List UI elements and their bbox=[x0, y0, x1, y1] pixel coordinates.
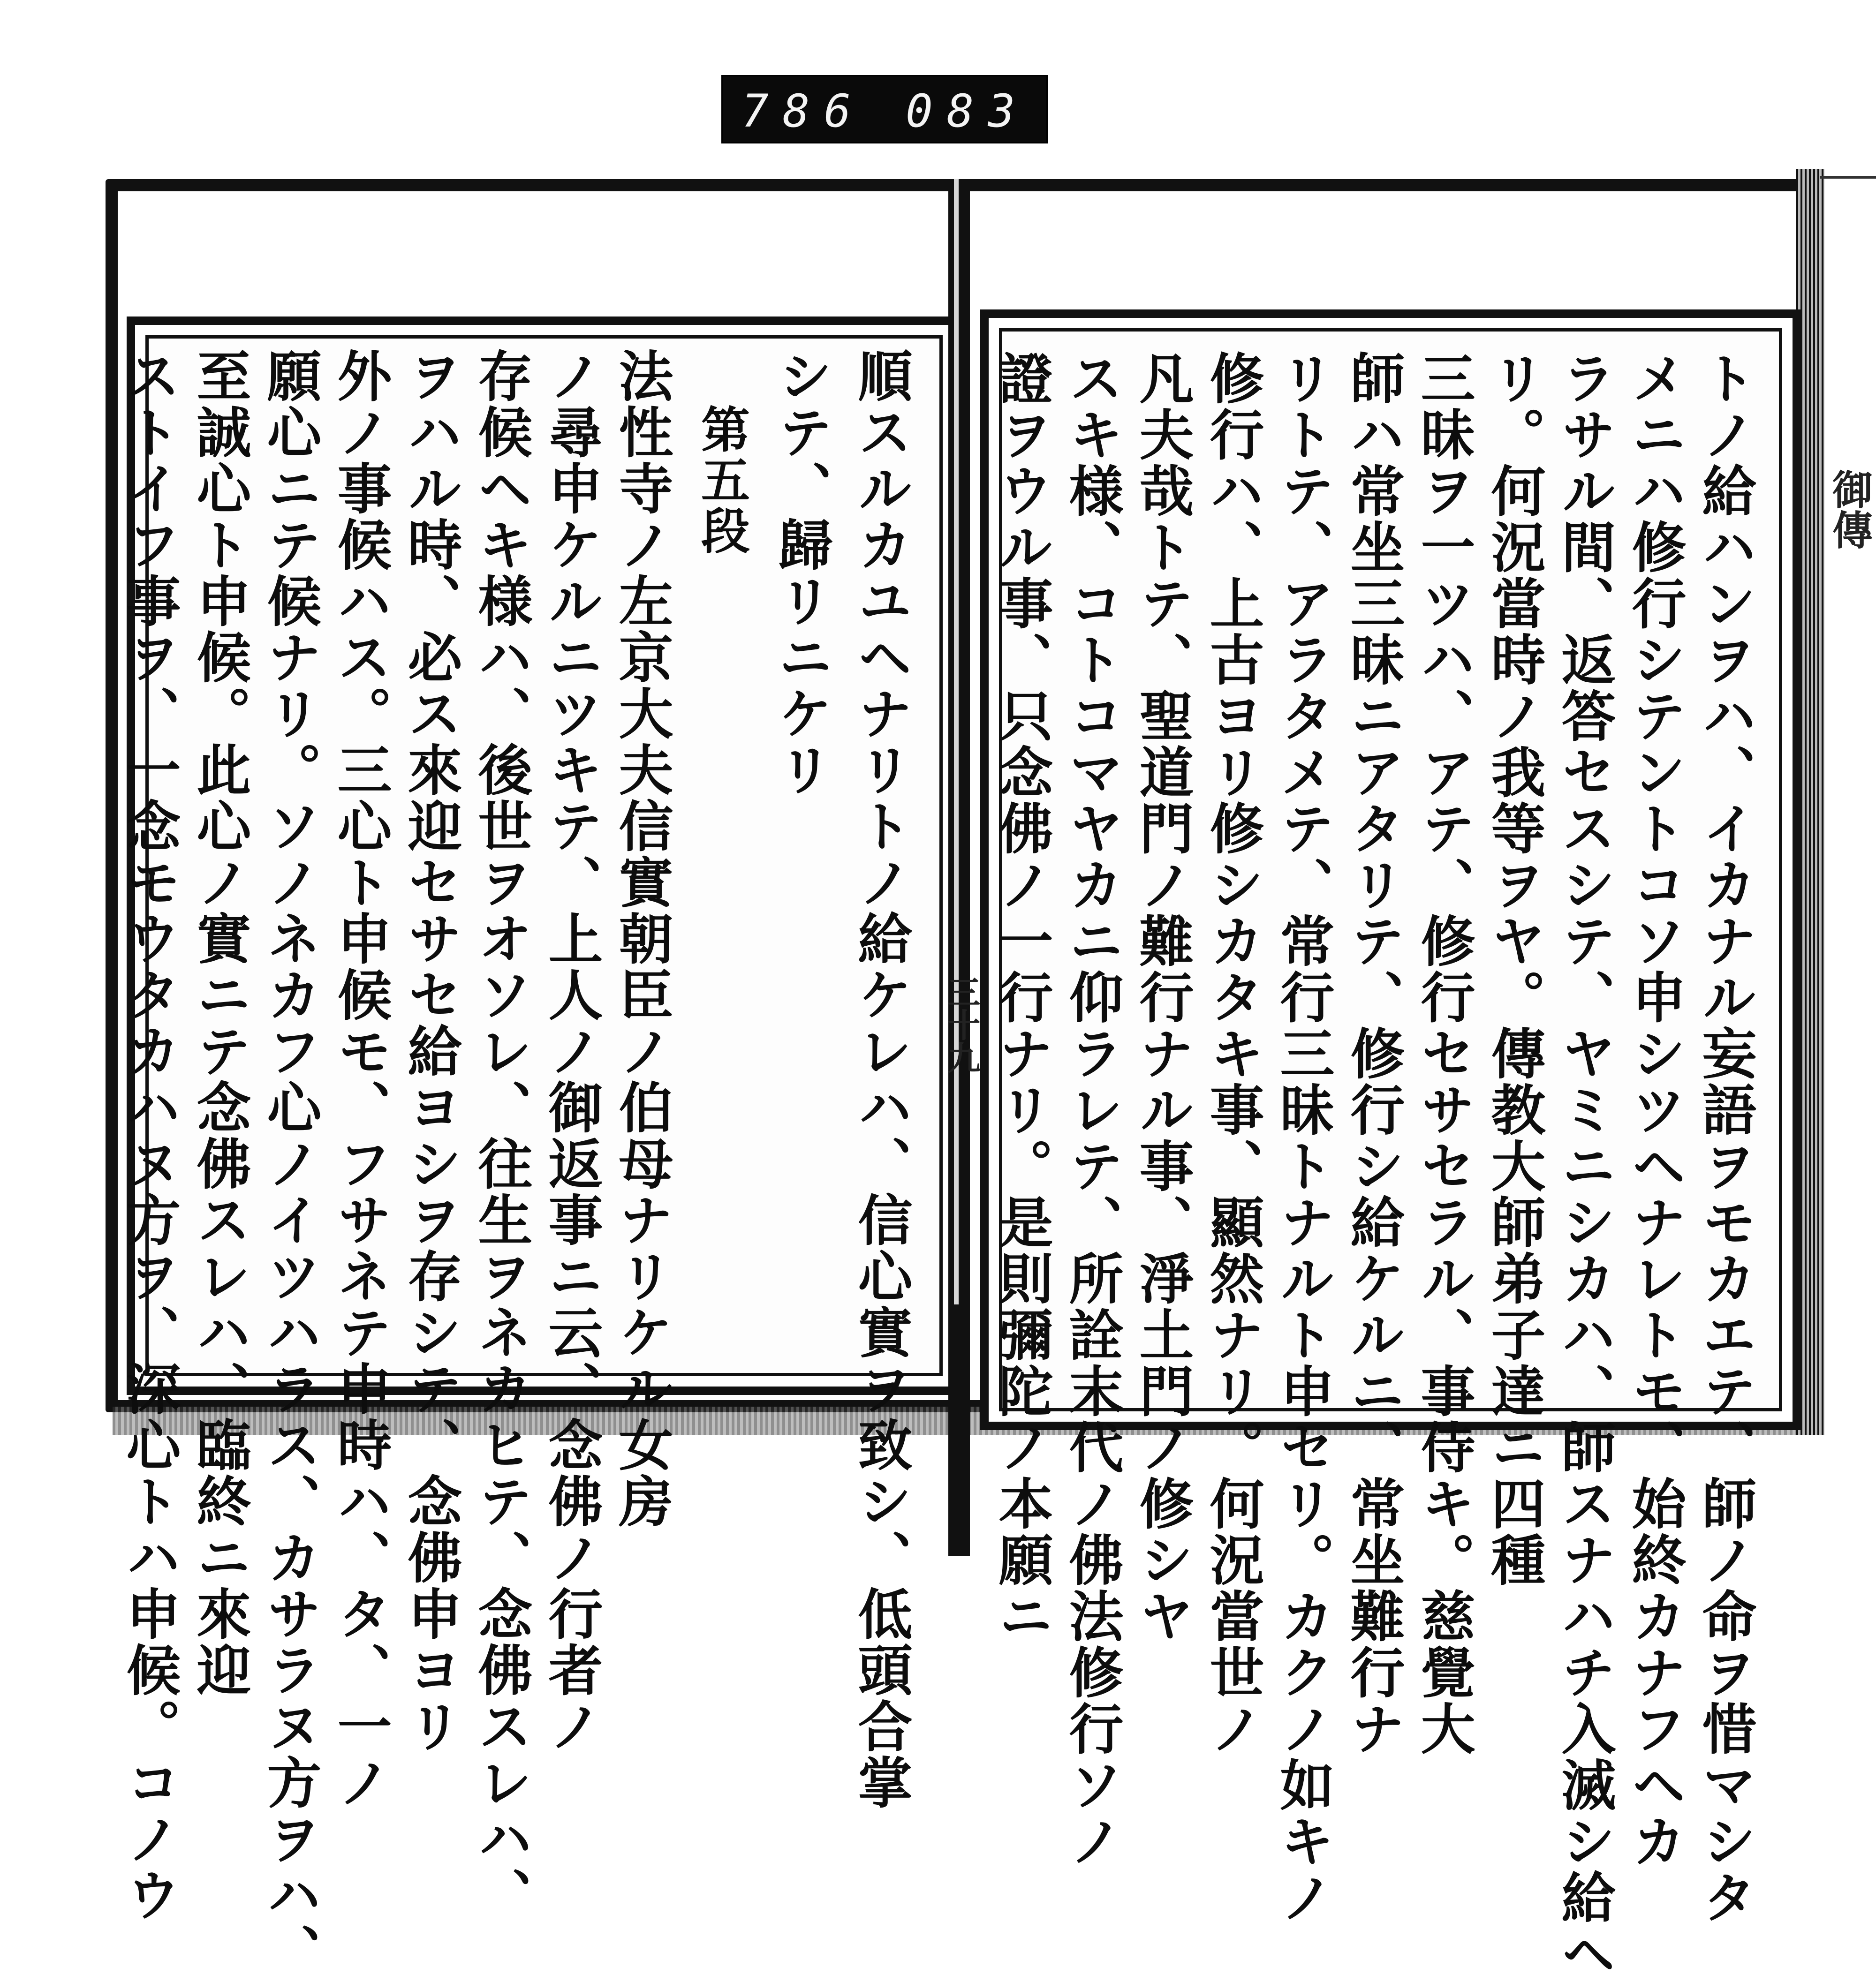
text-column: リ。何況當時ノ我等ヲヤ。傳教大師弟子達ニ四種 bbox=[1482, 350, 1546, 1588]
text-column: 存候ヘキ様ハ、後世ヲオソレ、往生ヲネカヒテ、念佛スレハ、 bbox=[469, 348, 533, 1923]
text-column: ノ尋申ケルニツキテ、上人ノ御返事ニ云、念佛ノ行者ノ bbox=[539, 348, 603, 1755]
text-column: 凡夫哉トテ、聖道門ノ難行ナル事、淨土門ノ修シヤ bbox=[1130, 350, 1194, 1644]
text-column: 修行ハ、上古ヨリ修シカタキ事、顯然ナリ。何況當世ノ bbox=[1201, 350, 1264, 1757]
right-page-text-frame bbox=[990, 328, 1782, 1982]
text-column: ラサル間、返答セスシテ、ヤミニシカハ、師スナハチ入滅シ給ヘ bbox=[1552, 350, 1616, 1982]
text-column: 三昧ヲ一ツハ、アテ、修行セサセラル、事侍キ。慈覺大 bbox=[1412, 350, 1475, 1757]
text-column: 願心ニテ候ナリ。ソノネカフ心ノイツハラス、カサラヌ方ヲハ、 bbox=[258, 348, 322, 1980]
scan-mark bbox=[1820, 176, 1876, 179]
frame-number-left: 786 bbox=[741, 85, 865, 137]
text-column: 法性寺ノ左京大夫信實朝臣ノ伯母ナリケル女房 bbox=[610, 348, 673, 1530]
book-gutter bbox=[954, 179, 959, 1304]
frame-number-right: 083 bbox=[906, 85, 1029, 137]
text-column: ストイフ事ヲ、一念モウタカハヌ方ヲ、深心トハ申候。コノウ bbox=[117, 348, 181, 1923]
text-column: 至誠心ト申候。此心ノ實ニテ念佛スレハ、臨終ニ來迎 bbox=[188, 348, 251, 1698]
text-column: トノ給ハンヲハ、イカナル妄語ヲモカエテ、師ノ命ヲ惜マシタ bbox=[1693, 350, 1757, 1926]
text-column: ヲハル時、必ス來迎セサセ給ヨシヲ存シテ、念佛申ヨリ bbox=[399, 348, 462, 1755]
text-column: シテ、歸リニケリ bbox=[769, 348, 833, 798]
text-column: スキ様、コトコマヤカニ仰ラレテ、所詮末代ノ佛法修行ソノ bbox=[1060, 350, 1124, 1869]
text-column: 外ノ事候ハス。三心ト申候モ、フサネテ申時ハ、タ、一ノ bbox=[328, 348, 392, 1811]
book-spine bbox=[948, 179, 970, 1556]
right-page bbox=[980, 309, 1801, 1982]
text-column: 師ハ常坐三昧ニアタリテ、修行シ給ケルニ、常坐難行ナ bbox=[1341, 350, 1405, 1757]
edge-title: 御傳 bbox=[1825, 469, 1873, 550]
text-column: 證ヲウル事、只念佛ノ一行ナリ。是則彌陀ノ本願ニ bbox=[990, 350, 1053, 1644]
folio-number: 三十九 bbox=[942, 975, 981, 1074]
left-page-text-frame bbox=[117, 335, 943, 1980]
text-column: メニハ修行シテントコソ申シツヘナレトモ、始終カナフヘカ bbox=[1623, 350, 1687, 1869]
text-column: 順スルカユヘナリトノ給ケレハ、信心實ヲ致シ、低頭合掌 bbox=[849, 348, 913, 1811]
section-heading: 第五段 bbox=[693, 404, 750, 556]
text-column: リトテ、アラタメテ、常行三昧トナルト申セリ。カクノ如キノ bbox=[1271, 350, 1335, 1926]
left-page bbox=[117, 317, 961, 1980]
frame-number-label bbox=[721, 75, 1048, 143]
